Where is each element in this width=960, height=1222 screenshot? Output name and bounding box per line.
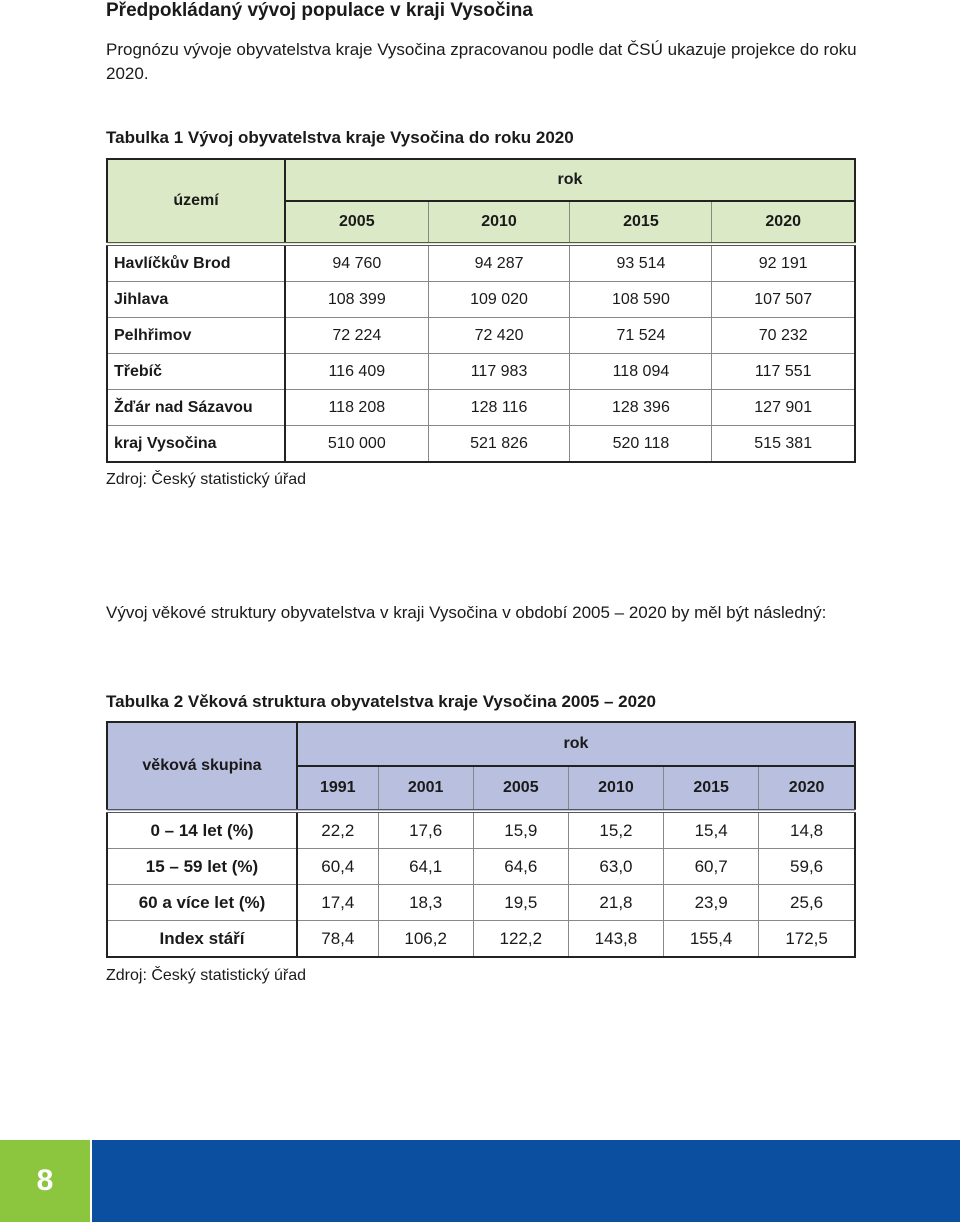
row-label: 0 – 14 let (%) — [107, 811, 297, 849]
cell-value: 94 287 — [428, 244, 570, 282]
cell-value: 128 116 — [428, 390, 570, 426]
table2-year-header: 2015 — [664, 766, 759, 811]
table2-year-header: 2010 — [568, 766, 663, 811]
table2-caption: Tabulka 2 Věková struktura obyvatelstva kraje Vysočina 2005 – 2020 — [106, 692, 656, 711]
table2-corner-header: věková skupina — [107, 722, 297, 811]
table2-year-header: 2001 — [378, 766, 473, 811]
table-row — [107, 811, 855, 849]
table1-caption: Tabulka 1 Vývoj obyvatelstva kraje Vysočina do roku 2020 — [106, 128, 574, 147]
cell-value: 71 524 — [570, 318, 712, 354]
table-row — [107, 282, 855, 318]
table1-year-header: 2005 — [285, 201, 428, 244]
cell-value: 94 760 — [285, 244, 428, 282]
cell-value: 60,7 — [664, 849, 759, 885]
cell-value: 116 409 — [285, 354, 428, 390]
table2-year-header: 2005 — [473, 766, 568, 811]
cell-value: 78,4 — [297, 921, 378, 958]
cell-value: 18,3 — [378, 885, 473, 921]
cell-value: 64,1 — [378, 849, 473, 885]
row-label: 60 a více let (%) — [107, 885, 297, 921]
page-number: 8 — [36, 1164, 54, 1197]
row-label: 15 – 59 let (%) — [107, 849, 297, 885]
page-number-box — [0, 1140, 90, 1222]
table-row — [107, 390, 855, 426]
section-heading: Předpokládaný vývoj populace v kraji Vysočina — [106, 0, 533, 21]
table2-group-header: rok — [297, 722, 855, 766]
cell-value: 106,2 — [378, 921, 473, 958]
footer-bar — [92, 1140, 960, 1222]
cell-value: 59,6 — [759, 849, 855, 885]
cell-value: 520 118 — [570, 426, 712, 463]
table-row — [107, 426, 855, 463]
table1-year-header: 2015 — [570, 201, 712, 244]
cell-value: 127 901 — [712, 390, 855, 426]
cell-value: 17,4 — [297, 885, 378, 921]
cell-value: 107 507 — [712, 282, 855, 318]
cell-value: 108 590 — [570, 282, 712, 318]
cell-value: 521 826 — [428, 426, 570, 463]
table1-source: Zdroj: Český statistický úřad — [106, 471, 307, 488]
cell-value: 25,6 — [759, 885, 855, 921]
cell-value: 23,9 — [664, 885, 759, 921]
cell-value: 128 396 — [570, 390, 712, 426]
cell-value: 108 399 — [285, 282, 428, 318]
row-label: kraj Vysočina — [107, 426, 285, 463]
cell-value: 15,9 — [473, 811, 568, 849]
age-structure-table — [106, 721, 856, 958]
cell-value: 155,4 — [664, 921, 759, 958]
cell-value: 21,8 — [568, 885, 663, 921]
row-label: Třebíč — [107, 354, 285, 390]
cell-value: 19,5 — [473, 885, 568, 921]
cell-value: 117 983 — [428, 354, 570, 390]
cell-value: 92 191 — [712, 244, 855, 282]
cell-value: 15,2 — [568, 811, 663, 849]
row-label: Index stáří — [107, 921, 297, 958]
table2-year-header: 2020 — [759, 766, 855, 811]
row-label: Jihlava — [107, 282, 285, 318]
table-row — [107, 885, 855, 921]
cell-value: 117 551 — [712, 354, 855, 390]
cell-value: 22,2 — [297, 811, 378, 849]
row-label: Havlíčkův Brod — [107, 244, 285, 282]
cell-value: 72 420 — [428, 318, 570, 354]
cell-value: 118 208 — [285, 390, 428, 426]
row-label: Žďár nad Sázavou — [107, 390, 285, 426]
table-row — [107, 244, 855, 282]
table1-year-header: 2010 — [428, 201, 570, 244]
cell-value: 72 224 — [285, 318, 428, 354]
cell-value: 172,5 — [785, 928, 828, 948]
cell-value: 60,4 — [297, 849, 378, 885]
table-row — [107, 354, 855, 390]
cell-value: 143,8 — [568, 921, 663, 958]
table1-year-header: 2020 — [712, 201, 855, 244]
population-table — [106, 158, 856, 463]
cell-value: 64,6 — [473, 849, 568, 885]
cell-value: 14,8 — [759, 811, 855, 849]
age-structure-paragraph: Vývoj věkové struktury obyvatelstva v kraji Vysočina v období 2005 – 2020 by měl být následný: — [106, 603, 827, 622]
table2-year-header: 1991 — [297, 766, 378, 811]
table-row — [107, 318, 855, 354]
cell-value: 515 381 — [754, 434, 813, 452]
cell-value: 118 094 — [570, 354, 712, 390]
cell-value: 93 514 — [570, 244, 712, 282]
cell-value: 109 020 — [428, 282, 570, 318]
cell-value: 17,6 — [378, 811, 473, 849]
cell-value: 510 000 — [285, 426, 428, 463]
row-label: Pelhřimov — [107, 318, 285, 354]
table-row — [107, 849, 855, 885]
table2-source: Zdroj: Český statistický úřad — [106, 967, 307, 984]
cell-value: 122,2 — [473, 921, 568, 958]
table1-corner-header: území — [107, 159, 285, 244]
cell-value: 70 232 — [712, 318, 855, 354]
cell-value: 15,4 — [664, 811, 759, 849]
table1-group-header: rok — [285, 159, 855, 201]
intro-paragraph: Prognózu vývoje obyvatelstva kraje Vysočina zpracovanou podle dat ČSÚ ukazuje projekce do roku 2020. — [106, 40, 857, 83]
table-row — [107, 921, 855, 958]
cell-value: 63,0 — [568, 849, 663, 885]
